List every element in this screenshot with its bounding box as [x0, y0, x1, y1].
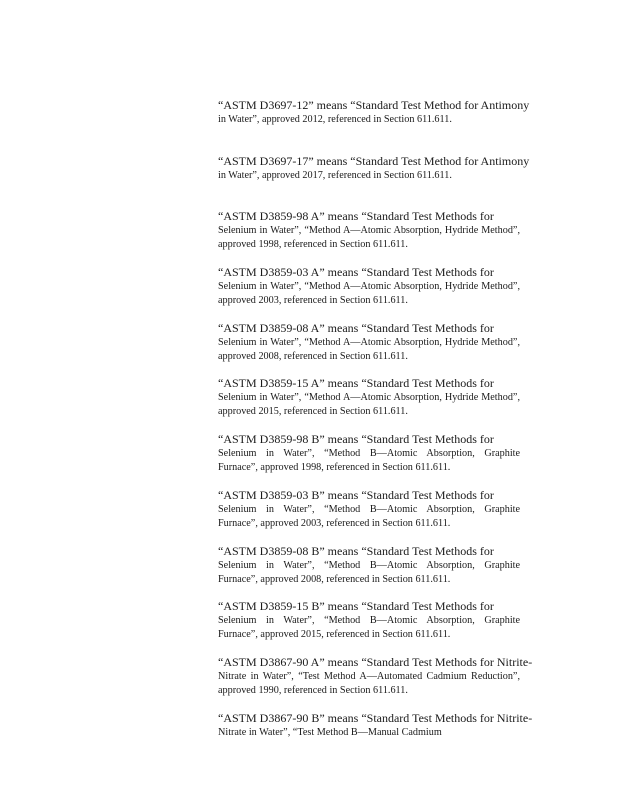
definition-term: “ASTM D3697-17” means “Standard Test Method for Antimony	[218, 153, 530, 168]
definition-text: Selenium in Water”, “Method B—Atomic Absorption, Graphite Furnace”, approved 2003, referenced in Section 611.611.	[218, 503, 523, 529]
definition-term: “ASTM D3697-12” means “Standard Test Method for Antimony	[218, 98, 530, 112]
definition-term: “ASTM D3859-03 B” means “Standard Test Methods for	[218, 487, 494, 502]
definition-text: Nitrate in Water”, “Test Method B—Manual Cadmium	[218, 726, 442, 738]
definition-text: Selenium in Water”, “Method A—Atomic Absorption, Hydride Method”, approved 2015, referenced in Section 611.611.	[218, 392, 523, 418]
definition-text: in Water”, approved 2017, referenced in Section 611.611.	[218, 169, 452, 181]
definition-term: “ASTM D3859-15 B” means “Standard Test Methods for	[218, 599, 494, 614]
definition-entry	[218, 376, 540, 432]
definition-entry	[218, 265, 540, 321]
definition-text: Selenium in Water”, “Method A—Atomic Absorption, Hydride Method”, approved 2003, referenced in Section 611.611.	[218, 281, 523, 307]
definition-entry	[218, 154, 540, 210]
definition-term: “ASTM D3867-90 B” means “Standard Test Methods for Nitrite-	[218, 710, 533, 725]
definition-term: “ASTM D3859-08 B” means “Standard Test Methods for	[218, 543, 494, 558]
definition-entry	[218, 711, 540, 767]
definition-entry	[218, 98, 540, 154]
definition-term: “ASTM D3859-03 A” means “Standard Test Methods for	[218, 265, 494, 280]
definition-term: “ASTM D3867-90 A” means “Standard Test Methods for Nitrite-	[218, 654, 533, 669]
definition-text: Nitrate in Water”, “Test Method A—Automated Cadmium Reduction”, approved 1990, referenced in Section 611.611.	[218, 670, 523, 696]
definition-entry	[218, 599, 540, 655]
definition-entry	[218, 488, 540, 544]
definitions-list	[218, 98, 540, 766]
definition-term: “ASTM D3859-15 A” means “Standard Test Methods for	[218, 376, 494, 391]
definition-entry	[218, 655, 540, 711]
definition-entry	[218, 432, 540, 488]
definition-text: Selenium in Water”, “Method A—Atomic Absorption, Hydride Method”, approved 1998, referenced in Section 611.611.	[218, 225, 523, 251]
definition-term: “ASTM D3859-08 A” means “Standard Test Methods for	[218, 320, 494, 335]
definition-text: Selenium in Water”, “Method A—Atomic Absorption, Hydride Method”, approved 2008, referenced in Section 611.611.	[218, 336, 523, 362]
definition-text: Selenium in Water”, “Method B—Atomic Absorption, Graphite Furnace”, approved 2015, referenced in Section 611.611.	[218, 615, 523, 641]
definition-entry	[218, 321, 540, 377]
definition-entry	[218, 544, 540, 600]
definition-text: in Water”, approved 2012, referenced in Section 611.611.	[218, 114, 452, 125]
definition-term: “ASTM D3859-98 A” means “Standard Test Methods for	[218, 209, 494, 224]
definition-term: “ASTM D3859-98 B” means “Standard Test Methods for	[218, 432, 494, 447]
definition-text: Selenium in Water”, “Method B—Atomic Absorption, Graphite Furnace”, approved 1998, referenced in Section 611.611.	[218, 448, 523, 474]
definition-entry	[218, 209, 540, 265]
definition-text: Selenium in Water”, “Method B—Atomic Absorption, Graphite Furnace”, approved 2008, referenced in Section 611.611.	[218, 559, 523, 585]
